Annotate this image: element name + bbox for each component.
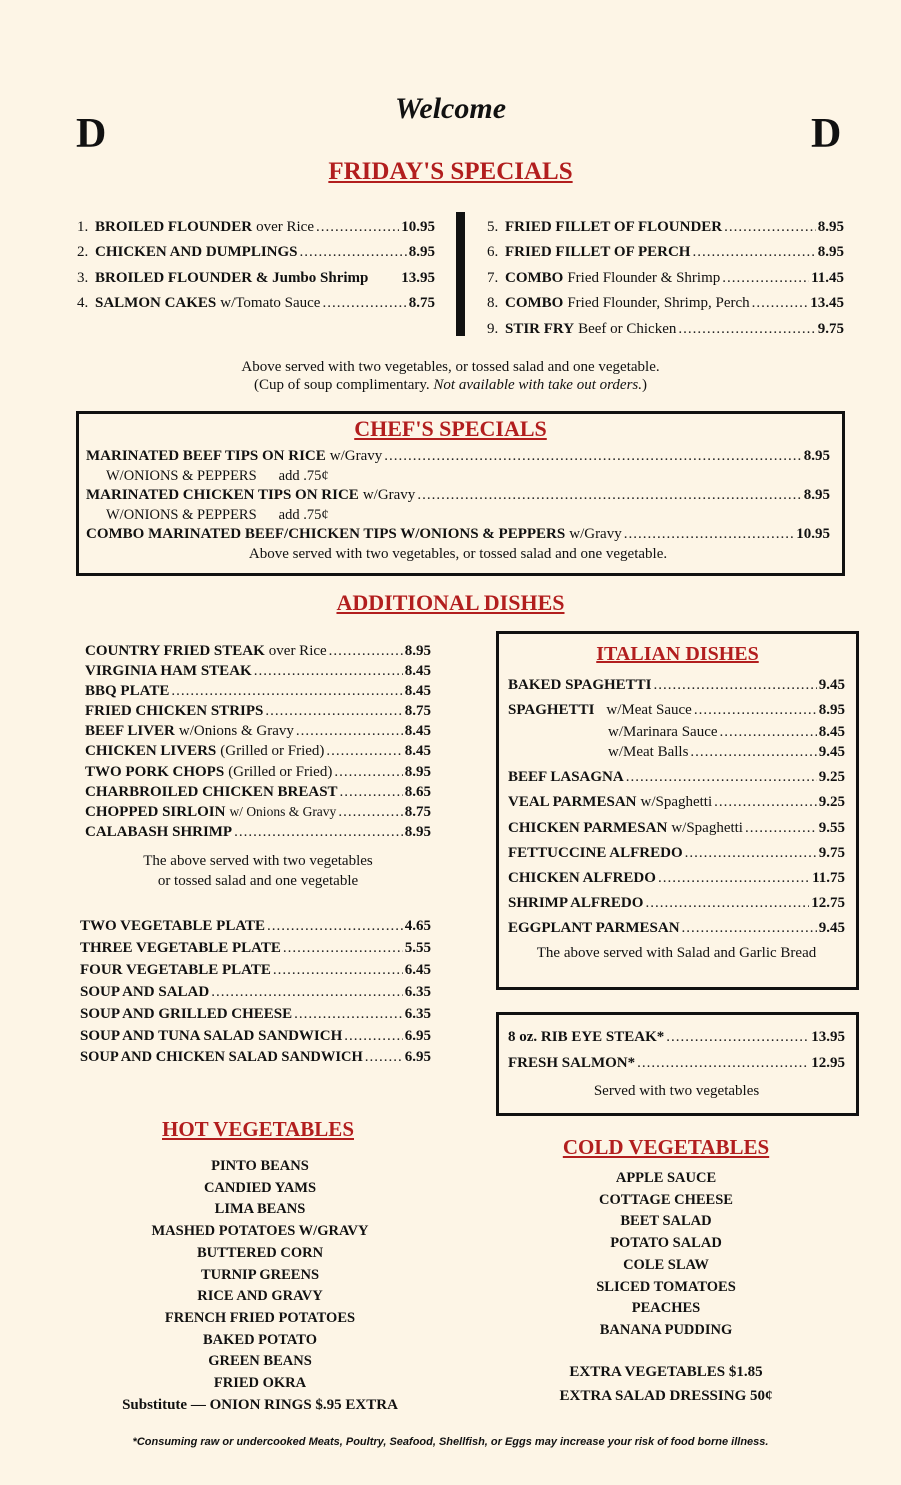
item-name: SOUP AND SALAD — [80, 983, 210, 1000]
menu-item — [80, 1004, 431, 1026]
leader-dots — [211, 982, 403, 1004]
item-name: VEAL PARMESAN — [508, 794, 637, 811]
list-item: BUTTERED CORN — [196, 1244, 324, 1261]
menu-item — [80, 938, 431, 960]
menu-item — [508, 673, 845, 698]
menu-item — [487, 240, 844, 265]
item-desc: w/Gravy — [329, 448, 383, 464]
menu-item — [77, 215, 435, 240]
item-price: 13.95 — [811, 1029, 845, 1045]
leader-dots — [645, 891, 809, 916]
item-number: 7. — [487, 269, 499, 286]
item-name: CHICKEN LIVERS — [85, 743, 217, 760]
item-price: 8.95 — [408, 244, 435, 261]
menu-item — [80, 960, 431, 982]
menu-item — [80, 1047, 431, 1069]
item-name: CHOPPED SIRLOIN — [85, 803, 226, 820]
item-price: 9.45 — [818, 743, 845, 760]
menu-item — [85, 661, 431, 681]
item-price: 10.95 — [796, 526, 830, 543]
menu-item-option — [508, 743, 845, 763]
item-price: 8.45 — [404, 723, 431, 740]
item-number: 2. — [77, 244, 89, 261]
item-name: SPAGHETTI — [508, 702, 595, 719]
italian-dishes-title: ITALIAN DISHES — [596, 643, 759, 665]
item-price: 12.75 — [811, 894, 845, 911]
fridays-note-line1: Above served with two vegetables, or tossed salad and one vegetable. — [241, 359, 660, 375]
leader-dots — [384, 447, 801, 467]
item-price: 9.55 — [818, 819, 845, 836]
menu-item — [85, 782, 431, 802]
item-name: SALMON CAKES — [95, 295, 217, 312]
left-corner-mark: D — [76, 111, 107, 157]
list-item: RICE AND GRAVY — [197, 1288, 323, 1305]
menu-item — [508, 816, 845, 841]
right-corner-mark: D — [811, 111, 842, 157]
leader-dots — [283, 938, 403, 960]
leader-dots — [365, 1047, 403, 1069]
leader-dots — [685, 841, 817, 866]
menu-item — [487, 291, 844, 316]
item-number: 1. — [77, 219, 89, 235]
item-name: STIR FRY — [505, 320, 575, 337]
item-name: BEEF LIVER — [85, 723, 175, 740]
menu-item — [80, 982, 431, 1004]
list-item: COLE SLAW — [623, 1256, 709, 1273]
item-name: TWO PORK CHOPS — [85, 763, 225, 780]
menu-item-option — [86, 467, 830, 487]
item-price: 8.95 — [817, 219, 844, 235]
column-divider — [456, 212, 465, 336]
item-price: 5.55 — [404, 939, 431, 956]
hot-vegetables-list — [60, 1156, 460, 1416]
menu-item — [85, 641, 431, 661]
item-name: MARINATED BEEF TIPS ON RICE — [86, 448, 326, 464]
leader-dots — [692, 240, 815, 265]
item-number: 4. — [77, 295, 89, 312]
item-desc: Fried Flounder & Shrimp — [567, 269, 721, 286]
item-price: 8.95 — [404, 643, 431, 659]
item-price: 8.95 — [817, 244, 844, 261]
item-name: TWO VEGETABLE PLATE — [80, 918, 266, 934]
item-name: FRIED FILLET OF PERCH — [505, 244, 691, 261]
leader-dots — [666, 1025, 809, 1051]
menu-item — [86, 447, 830, 467]
list-item: APPLE SAUCE — [615, 1170, 717, 1186]
substitute-note: Substitute — ONION RINGS $.95 EXTRA — [122, 1396, 398, 1413]
item-name: SHRIMP ALFREDO — [508, 894, 644, 911]
item-price: 6.95 — [404, 1049, 431, 1066]
item-name: COMBO — [505, 295, 564, 312]
item-price: 9.45 — [818, 919, 845, 936]
cold-vegetables-list — [496, 1168, 836, 1342]
menu-item — [85, 701, 431, 721]
menu-item — [508, 765, 845, 790]
food-safety-disclaimer: *Consuming raw or undercooked Meats, Poultry, Seafood, Shellfish, or Eggs may increase your risk of food borne illness. — [132, 1436, 769, 1448]
leader-dots — [334, 762, 402, 782]
leader-dots — [714, 790, 817, 815]
option-price: add .75¢ — [278, 467, 329, 484]
item-price: 8.75 — [404, 803, 431, 820]
list-item: LIMA BEANS — [214, 1201, 306, 1218]
item-name: FRESH SALMON* — [508, 1054, 636, 1071]
additional-dishes-note — [85, 851, 431, 891]
item-name: BEEF LASAGNA — [508, 769, 624, 786]
menu-item — [86, 525, 830, 545]
item-price: 9.25 — [818, 769, 845, 786]
leader-dots — [624, 525, 795, 545]
item-desc: Fried Flounder, Shrimp, Perch — [567, 295, 750, 312]
item-desc: w/Meat Balls — [608, 743, 689, 760]
list-item: CANDIED YAMS — [203, 1179, 317, 1196]
leader-dots — [745, 816, 817, 841]
leader-dots — [626, 765, 817, 790]
item-desc: w/Spaghetti — [671, 819, 743, 836]
list-item: PEACHES — [631, 1300, 701, 1317]
menu-item — [77, 266, 435, 291]
extra-dressing-price: EXTRA SALAD DRESSING 50¢ — [559, 1388, 773, 1404]
item-price: 8.45 — [818, 724, 845, 741]
welcome-heading: Welcome — [394, 92, 507, 125]
item-price: 8.45 — [404, 743, 431, 760]
leader-dots — [326, 741, 402, 761]
item-price: 13.45 — [810, 295, 844, 312]
item-number: 9. — [487, 320, 499, 337]
item-price: 8.45 — [404, 683, 431, 700]
leader-dots — [752, 291, 809, 316]
list-item: TURNIP GREENS — [200, 1266, 320, 1283]
chefs-specials-list — [86, 447, 830, 565]
option-price: add .75¢ — [278, 506, 329, 523]
item-desc: w/Meat Sauce — [606, 702, 692, 719]
list-item: COTTAGE CHEESE — [599, 1191, 733, 1208]
additional-dishes-title: ADDITIONAL DISHES — [336, 590, 565, 615]
chefs-specials-note: Above served with two vegetables, or tossed salad and one vegetable. — [248, 545, 668, 562]
item-name: CHICKEN AND DUMPLINGS — [95, 244, 298, 261]
item-name: CHICKEN PARMESAN — [508, 819, 668, 836]
option-label: W/ONIONS & PEPPERS — [106, 506, 257, 523]
note-text: (Cup of soup complimentary. — [253, 377, 434, 393]
leader-dots — [300, 240, 407, 265]
leader-dots — [265, 701, 402, 721]
leader-dots — [720, 723, 817, 743]
leader-dots — [254, 661, 403, 681]
vegetable-plates-list — [80, 916, 431, 1069]
menu-item — [508, 891, 845, 916]
item-name: VIRGINIA HAM STEAK — [85, 663, 252, 680]
menu-item — [85, 762, 431, 782]
item-name: BAKED SPAGHETTI — [508, 677, 652, 693]
item-name: SOUP AND TUNA SALAD SANDWICH — [80, 1027, 343, 1044]
fridays-specials-right-list — [487, 215, 844, 342]
item-number: 3. — [77, 269, 89, 286]
leader-dots — [267, 916, 403, 938]
note-text: ) — [642, 377, 647, 393]
menu-item — [508, 698, 845, 723]
item-desc: w/ Onions & Gravy — [229, 803, 337, 819]
item-name: EGGPLANT PARMESAN — [508, 919, 680, 936]
steak-salmon-note: Served with two vegetables — [593, 1083, 760, 1099]
list-item: FRENCH FRIED POTATOES — [164, 1309, 356, 1326]
item-price: 12.95 — [811, 1054, 845, 1071]
item-desc: over Rice — [268, 643, 327, 659]
menu-item — [487, 317, 844, 342]
leader-dots — [678, 317, 815, 342]
item-desc: Beef or Chicken — [578, 320, 677, 337]
item-name: CHICKEN ALFREDO — [508, 869, 656, 886]
menu-item — [85, 802, 431, 822]
item-price: 11.45 — [811, 269, 844, 286]
item-number: 8. — [487, 295, 499, 312]
menu-item — [77, 291, 435, 316]
item-price: 8.95 — [404, 763, 431, 780]
item-desc: w/Onions & Gravy — [178, 723, 294, 740]
item-desc: w/Gravy — [569, 526, 622, 543]
leader-dots — [637, 1051, 809, 1077]
menu-item — [85, 741, 431, 761]
item-price: 9.75 — [818, 844, 845, 861]
item-price: 10.95 — [401, 219, 435, 235]
item-price: 6.45 — [404, 961, 431, 978]
leader-dots — [417, 486, 801, 506]
leader-dots — [234, 822, 403, 842]
menu-item — [508, 866, 845, 891]
leader-dots — [273, 960, 403, 982]
leader-dots — [658, 866, 810, 891]
item-price: 13.95 — [401, 269, 435, 286]
leader-dots — [171, 681, 402, 701]
leader-dots — [329, 641, 403, 661]
list-item: MASHED POTATOES W/GRAVY — [151, 1223, 369, 1240]
menu-item — [508, 790, 845, 815]
menu-item — [80, 1026, 431, 1048]
item-price: 8.95 — [404, 823, 431, 840]
option-label: W/ONIONS & PEPPERS — [106, 467, 257, 484]
menu-item — [508, 1025, 845, 1051]
chefs-specials-title: CHEF'S SPECIALS — [354, 416, 547, 441]
list-item: BEET SALAD — [620, 1213, 712, 1230]
item-number: 5. — [487, 219, 499, 235]
item-name: CHARBROILED CHICKEN BREAST — [85, 783, 338, 800]
leader-dots — [294, 1004, 403, 1026]
item-name: FOUR VEGETABLE PLATE — [80, 961, 271, 978]
fridays-specials-left-list — [77, 215, 435, 317]
note-italic-text: Not available with take out orders. — [433, 377, 642, 393]
item-price: 8.45 — [404, 663, 431, 680]
leader-dots — [682, 916, 817, 941]
italian-dishes-note: The above served with Salad and Garlic Bread — [536, 945, 817, 962]
item-price: 6.35 — [404, 983, 431, 1000]
menu-item — [80, 916, 431, 938]
leader-dots — [694, 698, 817, 723]
item-name: CALABASH SHRIMP — [85, 823, 233, 840]
item-desc: w/Gravy — [362, 487, 416, 504]
leader-dots — [344, 1026, 402, 1048]
list-item: PINTO BEANS — [211, 1158, 309, 1174]
menu-item — [487, 266, 844, 291]
item-name: FETTUCCINE ALFREDO — [508, 844, 683, 861]
leader-dots — [322, 291, 406, 316]
menu-item-option — [508, 723, 845, 743]
menu-item — [508, 916, 845, 941]
item-name: BBQ PLATE — [85, 683, 170, 700]
list-item: GREEN BEANS — [208, 1353, 312, 1370]
fridays-specials-title: FRIDAY'S SPECIALS — [328, 158, 573, 185]
leader-dots — [690, 743, 816, 763]
note-line: or tossed salad and one vegetable — [157, 873, 359, 889]
menu-item — [77, 240, 435, 265]
item-number: 6. — [487, 244, 499, 261]
steak-salmon-list — [508, 1025, 845, 1106]
item-price: 8.95 — [818, 702, 845, 719]
item-name: FRIED FILLET OF FLOUNDER — [505, 219, 723, 235]
note-line: The above served with two vegetables — [143, 853, 373, 869]
item-name: COMBO — [505, 269, 564, 286]
item-desc: w/Tomato Sauce — [220, 295, 321, 312]
leader-dots — [340, 782, 403, 802]
item-price: 8.95 — [803, 448, 830, 464]
fridays-note-line2 — [0, 376, 901, 394]
menu-item-option — [86, 506, 830, 526]
italian-dishes-list — [508, 673, 845, 966]
item-price: 4.65 — [404, 918, 431, 934]
item-desc: (Grilled or Fried) — [228, 763, 333, 780]
item-price: 8.65 — [404, 783, 431, 800]
item-price: 9.45 — [818, 677, 845, 693]
additional-dishes-list — [85, 641, 431, 842]
item-name: 8 oz. RIB EYE STEAK* — [508, 1029, 665, 1045]
cold-vegetables-title: COLD VEGETABLES — [562, 1135, 770, 1159]
list-item: BANANA PUDDING — [599, 1321, 733, 1338]
item-price: 6.35 — [404, 1005, 431, 1022]
item-price: 9.75 — [817, 320, 844, 337]
menu-item — [85, 681, 431, 701]
item-name: THREE VEGETABLE PLATE — [80, 939, 281, 956]
item-price: 8.75 — [408, 295, 435, 312]
leader-dots — [338, 802, 402, 822]
item-name: SOUP AND GRILLED CHEESE — [80, 1005, 293, 1022]
item-desc: (Grilled or Fried) — [220, 743, 325, 760]
extra-vegetables-price: EXTRA VEGETABLES $1.85 — [569, 1364, 763, 1380]
list-item: SLICED TOMATOES — [596, 1278, 736, 1295]
menu-item — [508, 1051, 845, 1077]
list-item: FRIED OKRA — [213, 1375, 307, 1392]
item-price: 9.25 — [818, 794, 845, 811]
leader-dots — [654, 673, 817, 698]
menu-item — [85, 721, 431, 741]
menu-item — [487, 215, 844, 240]
item-name: MARINATED CHICKEN TIPS ON RICE — [86, 487, 359, 504]
extras-list — [496, 1360, 836, 1408]
menu-item — [85, 822, 431, 842]
item-price: 6.95 — [404, 1027, 431, 1044]
item-desc: w/Spaghetti — [640, 794, 713, 811]
item-price: 8.95 — [803, 487, 830, 504]
item-name: COMBO MARINATED BEEF/CHICKEN TIPS W/ONIONS & PEPPERS — [86, 526, 566, 543]
item-name: FRIED CHICKEN STRIPS — [85, 703, 264, 720]
hot-vegetables-title: HOT VEGETABLES — [162, 1117, 354, 1141]
menu-item — [508, 841, 845, 866]
item-desc: w/Marinara Sauce — [608, 724, 718, 741]
leader-dots — [316, 215, 399, 240]
item-name: BROILED FLOUNDER — [95, 219, 253, 235]
menu-item — [86, 486, 830, 506]
leader-dots — [722, 266, 809, 291]
item-name: COUNTRY FRIED STEAK — [85, 643, 265, 659]
item-price: 8.75 — [404, 703, 431, 720]
list-item: POTATO SALAD — [610, 1235, 722, 1252]
item-name: SOUP AND CHICKEN SALAD SANDWICH — [80, 1049, 363, 1066]
leader-dots — [724, 215, 816, 240]
item-price: 11.75 — [812, 869, 845, 886]
item-name: BROILED FLOUNDER & Jumbo Shrimp — [95, 269, 369, 286]
leader-dots — [296, 721, 403, 741]
item-desc: over Rice — [256, 219, 314, 235]
list-item: BAKED POTATO — [202, 1331, 317, 1348]
